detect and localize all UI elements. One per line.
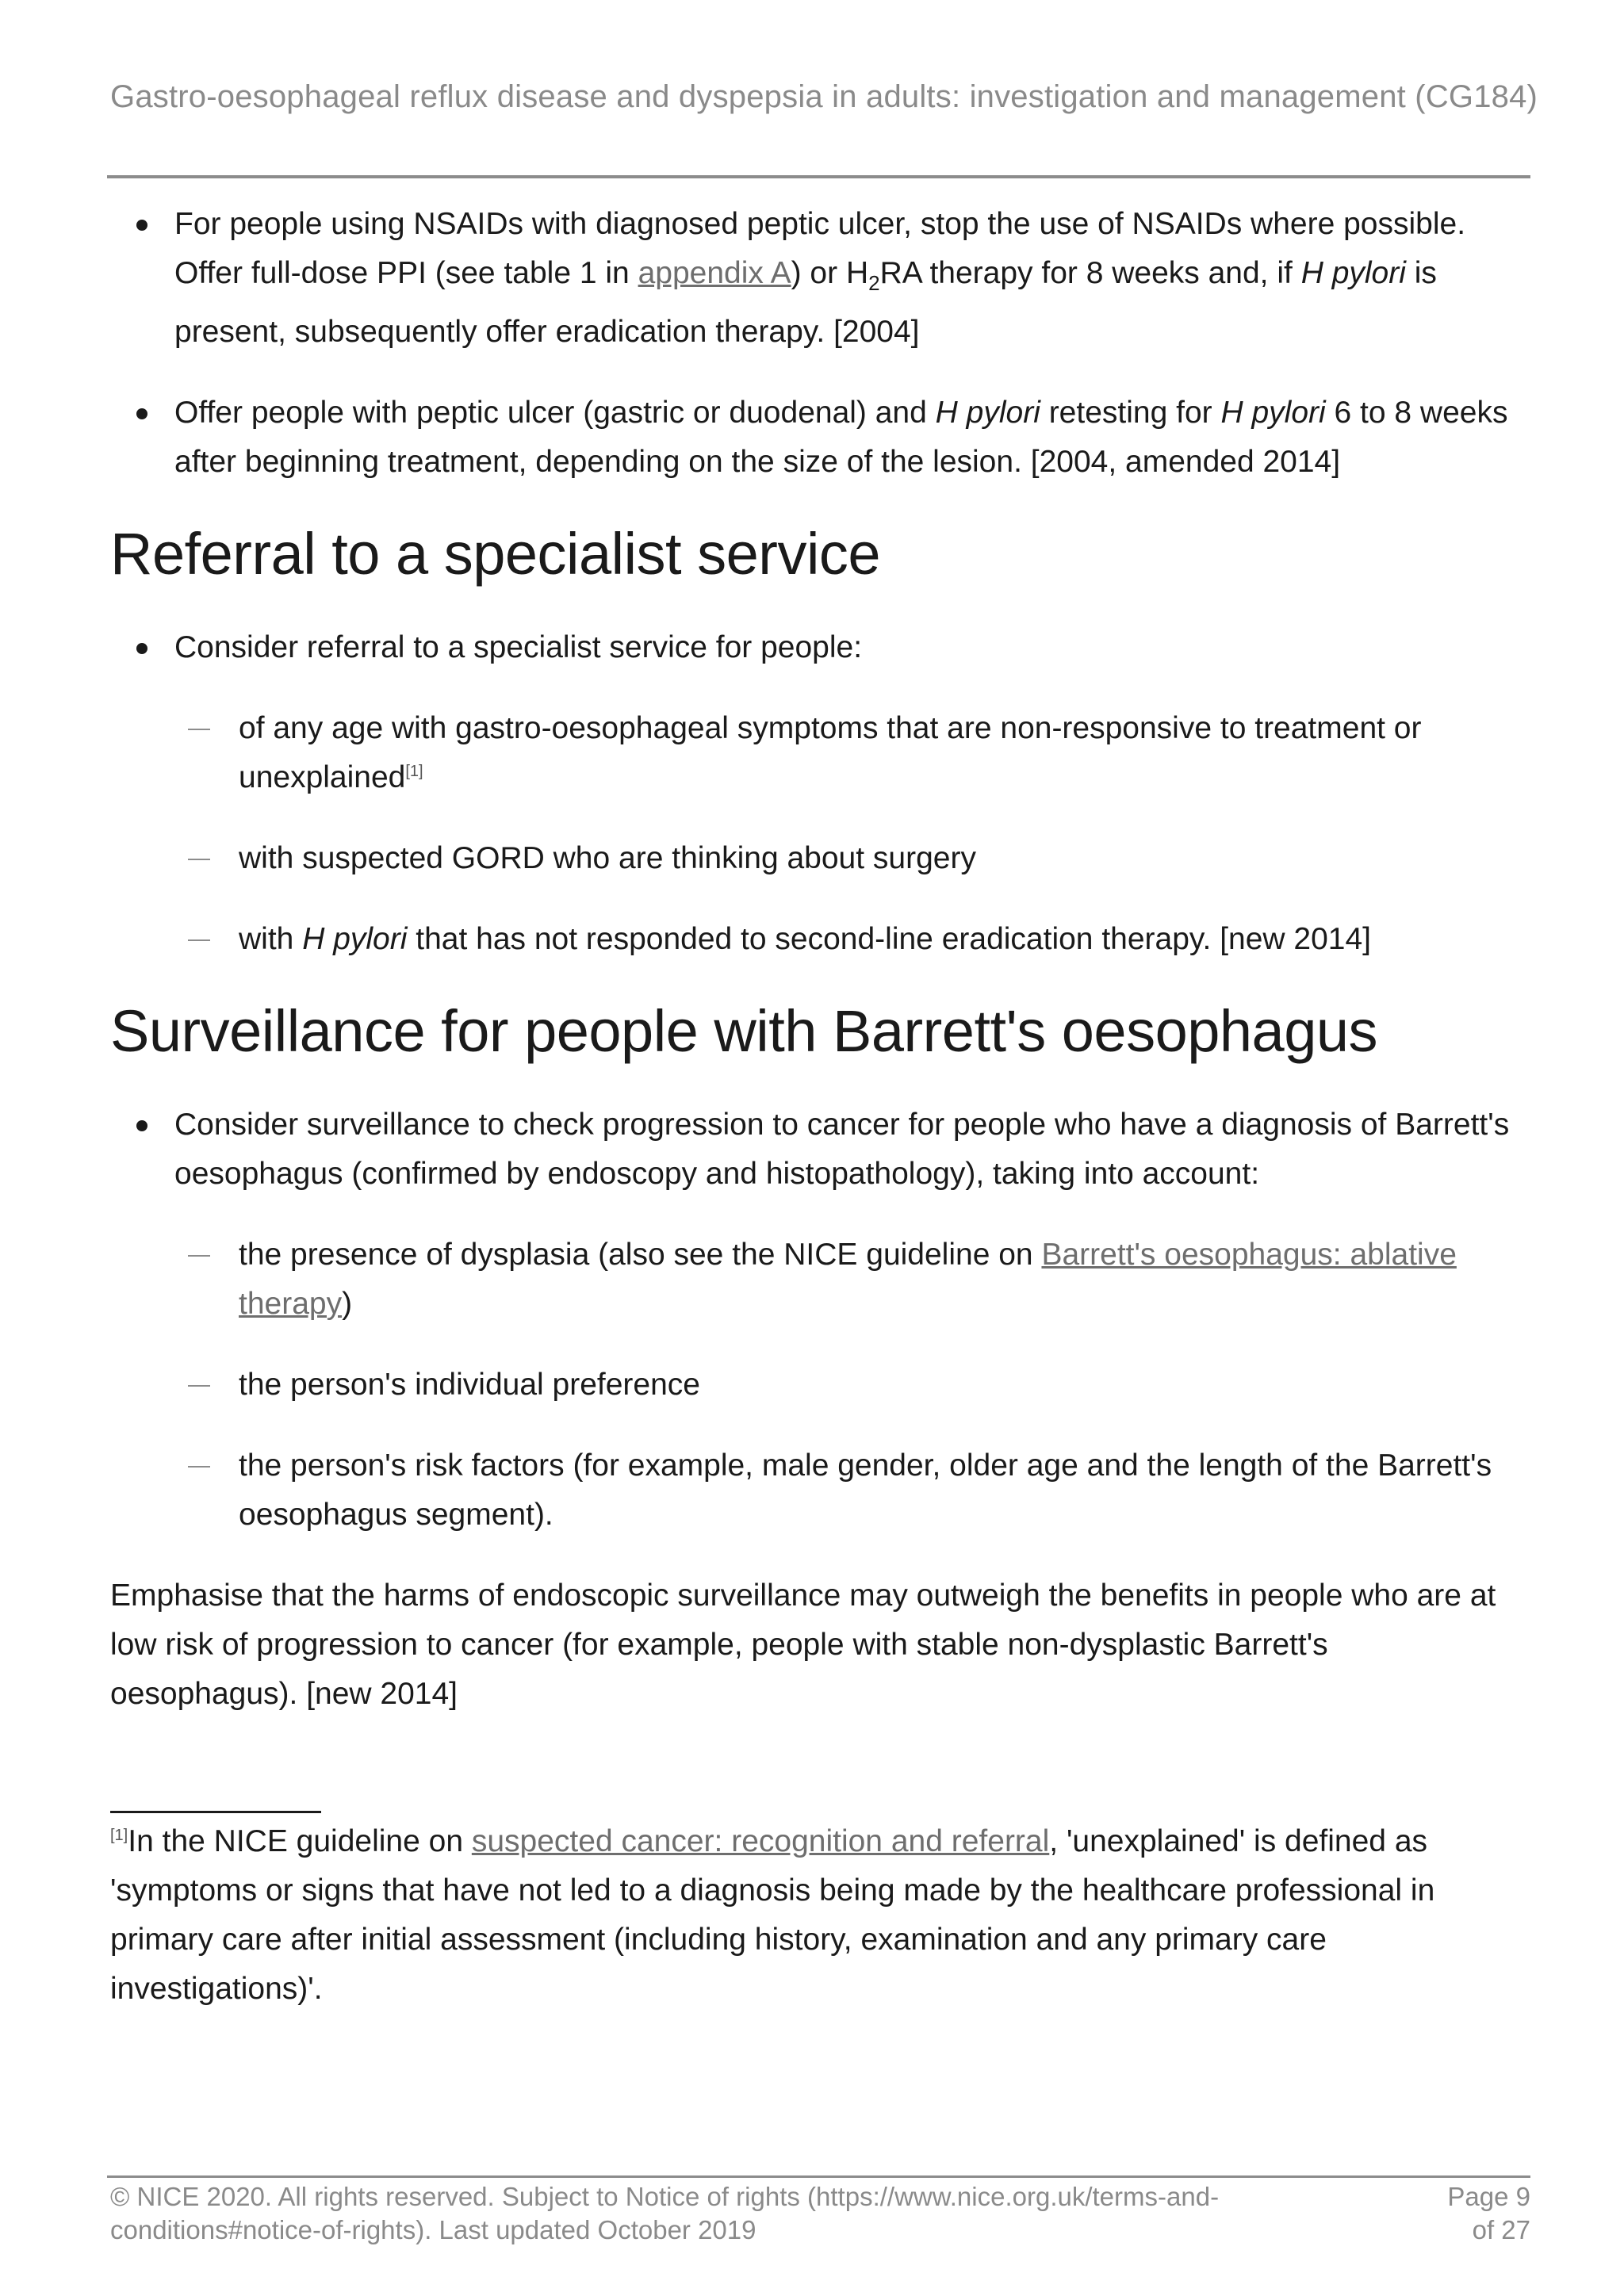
header-divider <box>107 175 1530 178</box>
suspected-cancer-guideline-link[interactable]: suspected cancer: recognition and referral <box>471 1824 1050 1858</box>
running-header: Gastro-oesophageal reflux disease and dyspepsia in adults: investigation and management (CG184) <box>110 79 1538 114</box>
recommendation-list-ulcer <box>110 200 1522 487</box>
footnote-ref-1[interactable]: [1] <box>405 762 423 780</box>
bullet-surveillance-intro <box>110 1100 1522 1540</box>
text-segment: Consider referral to a specialist service for people: <box>174 629 863 664</box>
barretts-ablative-therapy-link[interactable]: Barrett's oesophagus: ablative therapy <box>239 1237 1457 1321</box>
text-segment: Offer people with peptic ulcer (gastric or duodenal) and <box>174 395 936 430</box>
heading-referral: Referral to a specialist service <box>110 520 881 587</box>
recommendation-list-barretts <box>110 1100 1522 1540</box>
bullet-dot <box>136 220 147 231</box>
evidence-year-tag: [2004, amended 2014] <box>1030 444 1341 479</box>
dash-item-gord-surgery <box>174 834 1522 883</box>
footer-divider <box>107 2175 1530 2178</box>
footnote-1 <box>110 1817 1522 2014</box>
dash-item-preference <box>174 1360 1522 1410</box>
bullet-referral-intro <box>110 623 1522 964</box>
footnote-divider <box>110 1811 321 1813</box>
bullet-dot <box>136 1120 147 1131</box>
text-segment: with <box>239 921 303 956</box>
dash-item-non-responsive <box>174 704 1522 802</box>
recommendation-list-referral <box>110 623 1522 964</box>
text-segment: 6 to 8 weeks after beginning treatment, depending on the size of the lesion. <box>174 395 1508 479</box>
text-segment: ) or H <box>791 256 869 290</box>
subscript-2: 2 <box>868 270 880 295</box>
page-number-current: Page 9 <box>1447 2182 1530 2211</box>
bullet-nsaids-recommendation <box>110 200 1522 357</box>
text-segment: is present, subsequently offer eradication therapy. <box>174 256 1437 349</box>
evidence-year-tag: [new 2014] <box>306 1676 458 1711</box>
copyright-notice: © NICE 2020. All rights reserved. Subject to Notice of rights (https://www.nice.org.uk/terms-and-conditions#notice-of-rights). Last updated October 2019 <box>110 2182 1220 2244</box>
italic-h-pylori: H pylori <box>935 395 1040 430</box>
evidence-year-tag: [2004] <box>833 314 920 349</box>
bullet-dot <box>136 408 147 419</box>
page-number-total: of 27 <box>1472 2215 1530 2244</box>
surveillance-closing-paragraph <box>110 1571 1522 1719</box>
text-segment: with suspected GORD who are thinking about surgery <box>239 840 976 875</box>
bullet-retesting-recommendation <box>110 388 1522 487</box>
appendix-a-link[interactable]: appendix A <box>638 256 791 290</box>
referral-sub-list <box>174 704 1522 964</box>
footnote-marker[interactable]: [1] <box>110 1827 128 1844</box>
dash-item-dysplasia <box>174 1230 1522 1329</box>
text-segment: retesting for <box>1040 395 1221 430</box>
dash-marker <box>188 729 210 730</box>
italic-h-pylori: H pylori <box>1300 256 1406 290</box>
text-segment: the person's individual preference <box>239 1367 700 1402</box>
bullet-dot <box>136 643 147 654</box>
text-segment: the presence of dysplasia (also see the NICE guideline on <box>239 1237 1042 1272</box>
text-segment: ) <box>342 1286 353 1321</box>
surveillance-sub-list <box>174 1230 1522 1540</box>
text-segment: For people using NSAIDs with diagnosed peptic ulcer, stop the use of NSAIDs where possible. Offer full-dose PPI (see table 1 in <box>174 207 1466 290</box>
heading-barretts-surveillance: Surveillance for people with Barrett's oesophagus <box>110 997 1378 1064</box>
text-segment: of any age with gastro-oesophageal symptoms that are non-responsive to treatment or unexplained <box>239 710 1422 794</box>
text-segment: In the NICE guideline on <box>128 1824 472 1858</box>
main-content <box>110 200 1522 1719</box>
text-segment: the person's risk factors (for example, male gender, older age and the length of the Barrett's oesophagus segment). <box>239 1448 1492 1532</box>
page-number <box>1372 2180 1530 2247</box>
dash-marker <box>188 1466 210 1468</box>
text-segment: Emphasise that the harms of endoscopic surveillance may outweigh the benefits in people who are at low risk of progression to cancer (for example, people with stable non-dysplastic Barrett's oesophagus). <box>110 1578 1496 1711</box>
evidence-year-tag: [new 2014] <box>1220 921 1371 956</box>
text-segment: that has not responded to second-line eradication therapy. <box>407 921 1220 956</box>
dash-marker <box>188 1255 210 1257</box>
dash-item-risk-factors <box>174 1441 1522 1540</box>
dash-marker <box>188 859 210 860</box>
text-segment: RA therapy for 8 weeks and, if <box>879 256 1301 290</box>
italic-h-pylori: H pylori <box>1220 395 1326 430</box>
text-segment: Consider surveillance to check progression to cancer for people who have a diagnosis of Barrett's oesophagus (confirmed by endoscopy and histopathology), taking into account: <box>174 1107 1510 1191</box>
dash-marker <box>188 939 210 941</box>
italic-h-pylori: H pylori <box>302 921 408 956</box>
dash-item-h-pylori-unresponsive <box>174 915 1522 964</box>
dash-marker <box>188 1385 210 1387</box>
text-segment: , 'unexplained' is defined as 'symptoms or signs that have not led to a diagnosis being made by the healthcare professional in primary care after initial assessment (including history, examination and any primary care investigations)'. <box>110 1824 1435 2006</box>
